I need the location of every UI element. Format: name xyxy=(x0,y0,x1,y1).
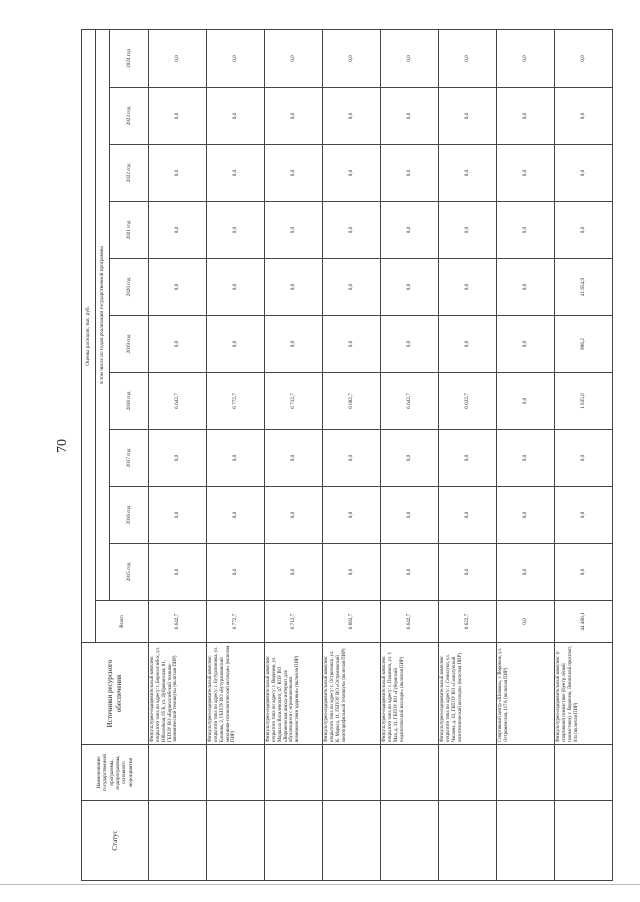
year-cell: 0,0 xyxy=(323,487,381,544)
table-row xyxy=(265,29,323,880)
header-name: Наименование государственной программы, подпрограммы, основного мероприятия xyxy=(82,745,149,801)
year-cell: 0,0 xyxy=(381,487,439,544)
source-cell: Физкультурно-оздоровительный комплекс (с спортивной гимнастике (Центр лёгкой гимнастики), г. Воронеж, Ленинский проспект, 93а (включая ПИР) xyxy=(555,643,613,745)
year-cell: 0,0 xyxy=(265,202,323,259)
expense-table-rotated xyxy=(81,29,595,881)
name-cell xyxy=(439,745,497,801)
source-cell: Спортивный центр «Шихова», г. Воронеж, ул. Остроженская, 117А (включая ПИР) xyxy=(497,643,555,745)
name-cell xyxy=(207,745,265,801)
year-cell: 0,0 xyxy=(497,487,555,544)
year-cell: 6 682,7 xyxy=(323,373,381,430)
year-cell: 0,0 xyxy=(439,88,497,145)
header-row-1 xyxy=(82,29,96,880)
year-cell: 0,0 xyxy=(381,430,439,487)
header-year: 2016 год xyxy=(110,487,149,544)
status-cell xyxy=(265,801,323,881)
year-cell: 0,0 xyxy=(555,544,613,601)
year-cell: 0,0 xyxy=(149,487,207,544)
total-cell: 6 622,7 xyxy=(439,601,497,643)
header-year: 2015 год xyxy=(110,544,149,601)
header-year: 2017 год xyxy=(110,430,149,487)
name-cell xyxy=(323,745,381,801)
year-cell: 0,0 xyxy=(323,316,381,373)
year-cell: 0,0 xyxy=(265,430,323,487)
year-cell: 0,0 xyxy=(555,29,613,87)
table-row xyxy=(323,29,381,880)
name-cell xyxy=(265,745,323,801)
header-year: 2023 год xyxy=(110,88,149,145)
year-cell: 0,0 xyxy=(439,544,497,601)
year-cell: 0,0 xyxy=(207,259,265,316)
source-cell: Физкультурно-оздоровительный комплекс открытого типа по адресу: г. Бутурлиновка, ул. Блинова, 2, ГБПОУ ВО «Бутурлиновский механико-технологический колледж» (включая ПИР) xyxy=(207,643,265,745)
table-row xyxy=(497,29,555,880)
year-cell: 0,0 xyxy=(555,88,613,145)
year-cell: 6 642,7 xyxy=(381,373,439,430)
status-cell xyxy=(439,801,497,881)
table-row xyxy=(555,29,613,880)
status-cell xyxy=(149,801,207,881)
year-cell: 0,0 xyxy=(381,259,439,316)
year-cell: 0,0 xyxy=(497,544,555,601)
table-row xyxy=(207,29,265,880)
year-cell: 6 712,7 xyxy=(265,373,323,430)
year-cell: 0,0 xyxy=(497,145,555,202)
year-cell: 0,0 xyxy=(555,430,613,487)
year-cell: 0,0 xyxy=(149,145,207,202)
expense-table xyxy=(81,29,613,881)
year-cell: 0,0 xyxy=(497,202,555,259)
year-cell: 0,0 xyxy=(207,29,265,87)
year-cell: 0,0 xyxy=(265,544,323,601)
header-estimate: Оценка расходов, тыс. руб. xyxy=(82,29,96,642)
year-cell: 0,0 xyxy=(207,544,265,601)
page-number: 70 xyxy=(54,439,70,453)
table-row xyxy=(381,29,439,880)
name-cell xyxy=(555,745,613,801)
year-cell: 0,0 xyxy=(265,316,323,373)
year-cell: 41 654,9 xyxy=(555,259,613,316)
year-cell: 0,0 xyxy=(497,430,555,487)
header-source: Источники ресурсного обеспечения xyxy=(82,643,149,745)
name-cell xyxy=(381,745,439,801)
year-cell: 0,0 xyxy=(207,430,265,487)
table-row xyxy=(439,29,497,880)
year-cell: 0,0 xyxy=(323,259,381,316)
status-cell xyxy=(497,801,555,881)
page-bottom-divider xyxy=(0,884,640,885)
header-year: 2024 год xyxy=(110,29,149,87)
year-cell: 0,0 xyxy=(381,544,439,601)
header-year: 2018 год xyxy=(110,373,149,430)
year-cell: 0,0 xyxy=(149,430,207,487)
year-cell: 0,0 xyxy=(381,29,439,87)
source-cell: Физкультурно-оздоровительный комплекс открытого типа по адресу: г. Острогожск, ул. К. Маркса, 11, ГБПОУ ВО «Острогожский многопрофильный техникум» (включая ПИР) xyxy=(323,643,381,745)
year-cell: 0,0 xyxy=(323,544,381,601)
year-cell: 0,0 xyxy=(265,29,323,87)
year-cell: 0,0 xyxy=(207,487,265,544)
header-total: Всего xyxy=(96,601,149,643)
year-cell: 0,0 xyxy=(439,487,497,544)
year-cell: 0,0 xyxy=(381,145,439,202)
year-cell: 0,0 xyxy=(265,487,323,544)
year-cell: 0,0 xyxy=(323,145,381,202)
total-cell: 6 772,7 xyxy=(207,601,265,643)
total-cell: 44 486,1 xyxy=(555,601,613,643)
source-cell: Физкультурно-оздоровительный комплекс открытого типа по адресу: г. Павловск, ул. 1 Мая, д. 11, ГБПОУ ВО «Губернский педагогический колледж» (включая ПИР) xyxy=(381,643,439,745)
name-cell xyxy=(149,745,207,801)
year-cell: 0,0 xyxy=(207,202,265,259)
year-cell: 0,0 xyxy=(265,259,323,316)
header-year: 2020 год xyxy=(110,259,149,316)
year-cell: 0,0 xyxy=(439,430,497,487)
year-cell: 0,0 xyxy=(497,29,555,87)
year-cell: 996,2 xyxy=(555,316,613,373)
year-cell: 0,0 xyxy=(555,202,613,259)
source-cell: Физкультурно-оздоровительный комплекс открытого типа по адресу: г. Семилуки, ул. Чапаева, д. 62, ГБПОУ ВО «Семилукский политехнический колледж» (включая ПИР) xyxy=(439,643,497,745)
header-status: Статус xyxy=(82,801,149,881)
header-year: 2022 год xyxy=(110,145,149,202)
status-cell xyxy=(381,801,439,881)
year-cell: 0,0 xyxy=(323,202,381,259)
year-cell: 0,0 xyxy=(265,88,323,145)
year-cell: 0,0 xyxy=(381,316,439,373)
year-cell: 0,0 xyxy=(323,29,381,87)
total-cell: 6 712,7 xyxy=(265,601,323,643)
year-cell: 0,0 xyxy=(555,487,613,544)
year-cell: 0,0 xyxy=(497,88,555,145)
total-cell: 6 642,7 xyxy=(381,601,439,643)
status-cell xyxy=(555,801,613,881)
header-by-years: в том числе по годам реализации государственной программы xyxy=(96,29,110,600)
year-cell: 0,0 xyxy=(439,145,497,202)
year-cell: 0,0 xyxy=(497,373,555,430)
year-cell: 0,0 xyxy=(439,259,497,316)
table-row xyxy=(149,29,207,880)
year-cell: 0,0 xyxy=(381,202,439,259)
header-year: 2021 год xyxy=(110,202,149,259)
year-cell: 0,0 xyxy=(497,316,555,373)
year-cell: 0,0 xyxy=(149,259,207,316)
year-cell: 0,0 xyxy=(207,88,265,145)
year-cell: 0,0 xyxy=(149,202,207,259)
year-cell: 0,0 xyxy=(439,29,497,87)
year-cell: 6 772,7 xyxy=(207,373,265,430)
year-cell: 0,0 xyxy=(497,259,555,316)
total-cell: 6 642,7 xyxy=(149,601,207,643)
source-cell: Физкультурно-оздоровительный комплекс открытого типа по адресу: г. Борисоглебск, ул. Юбилейная, 65 Б, ул. Дубровинская, 81, ГБПОУ ВО «Борисоглебский технико-экономический техникум» (включая ПИР) xyxy=(149,643,207,745)
year-cell: 0,0 xyxy=(149,544,207,601)
year-cell: 6 642,7 xyxy=(149,373,207,430)
year-cell: 0,0 xyxy=(381,88,439,145)
total-cell: 6 682,7 xyxy=(323,601,381,643)
name-cell xyxy=(497,745,555,801)
year-cell: 0,0 xyxy=(265,145,323,202)
year-cell: 0,0 xyxy=(149,316,207,373)
year-cell: 0,0 xyxy=(149,29,207,87)
total-cell: 0,0 xyxy=(497,601,555,643)
year-cell: 0,0 xyxy=(207,316,265,373)
year-cell: 0,0 xyxy=(323,88,381,145)
status-cell xyxy=(207,801,265,881)
year-cell: 0,0 xyxy=(439,316,497,373)
source-cell: Физкультурно-оздоровительный комплекс открытого типа по адресу: г. Воронеж, ул. Маршала Василевского, 47, КОУ ВО «Воронежская школа-интернат для обучающихся с ограниченными возможностями здоровья» (включая ПИР) xyxy=(265,643,323,745)
year-cell: 0,0 xyxy=(323,430,381,487)
year-cell: 0,0 xyxy=(149,88,207,145)
header-year: 2019 год xyxy=(110,316,149,373)
year-cell: 6 622,7 xyxy=(439,373,497,430)
status-cell xyxy=(323,801,381,881)
year-cell: 0,0 xyxy=(555,145,613,202)
year-cell: 1 835,0 xyxy=(555,373,613,430)
year-cell: 0,0 xyxy=(439,202,497,259)
year-cell: 0,0 xyxy=(207,145,265,202)
